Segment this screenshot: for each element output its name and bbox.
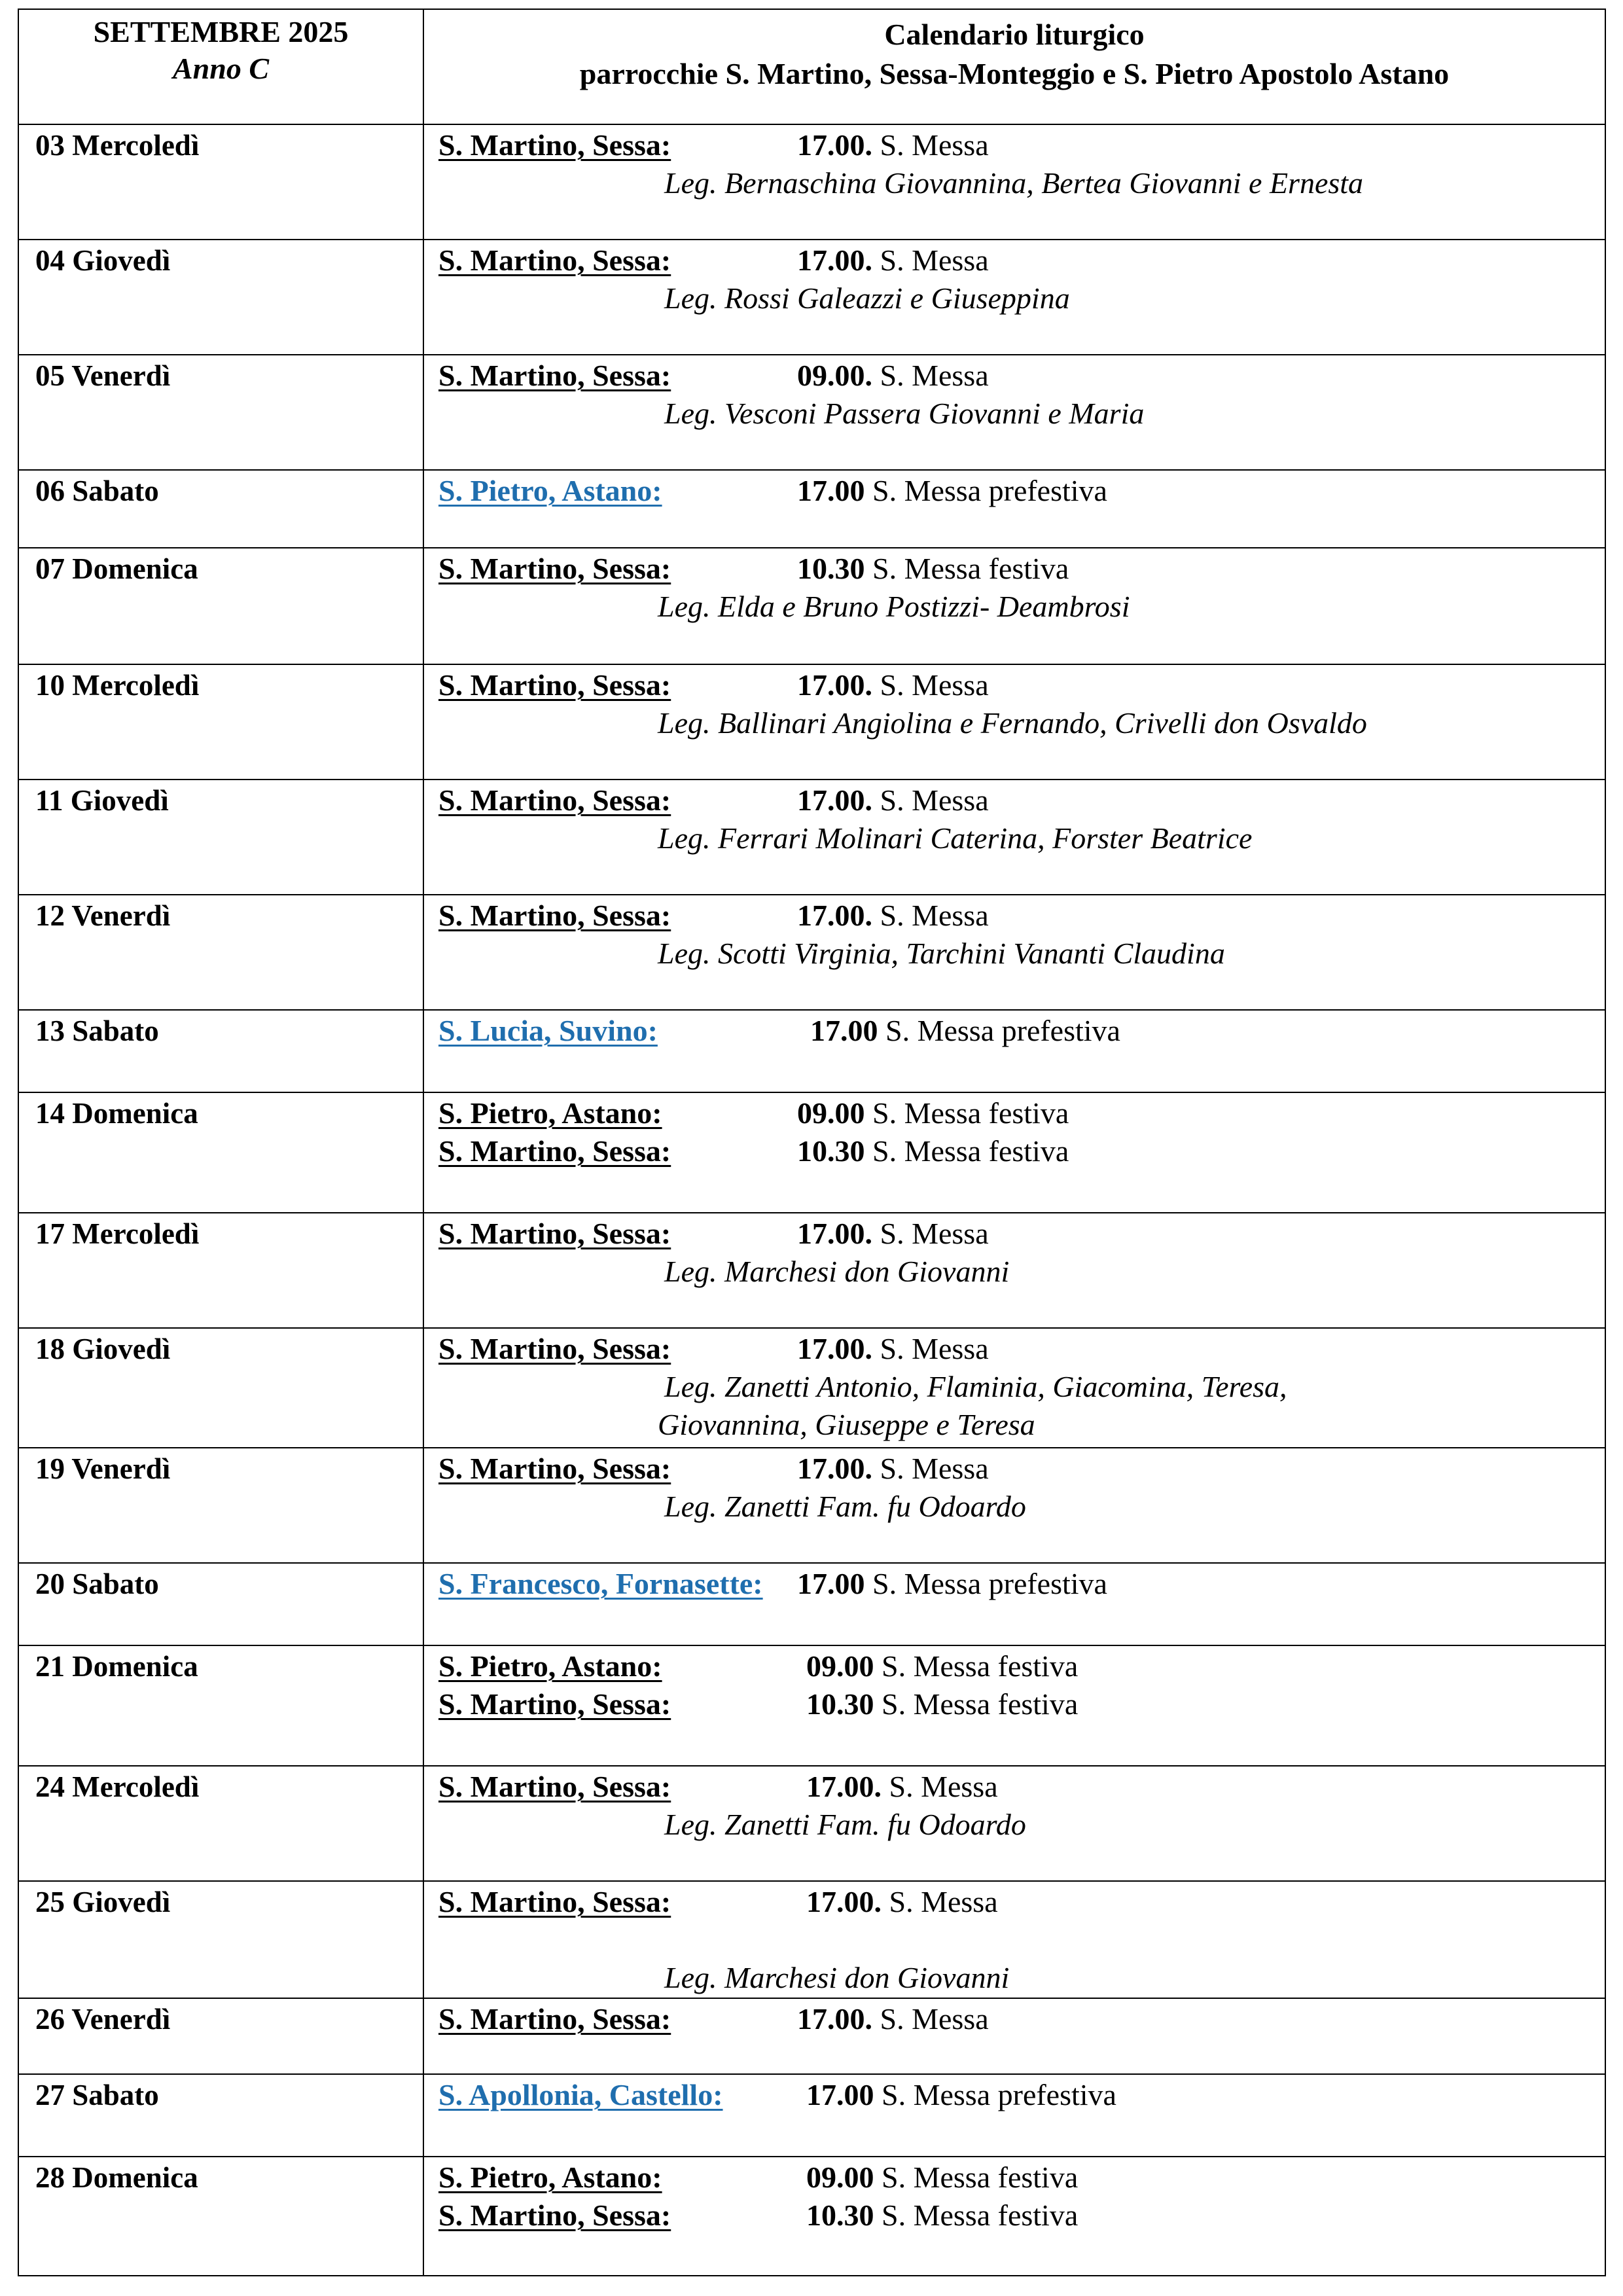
date-cell: 28 Domenica xyxy=(18,2157,423,2276)
date-cell: 19 Venerdì xyxy=(18,1448,423,1563)
location-label: S. Martino, Sessa: xyxy=(438,128,671,162)
service-time: 10.30 xyxy=(797,552,865,585)
date-cell: 17 Mercoledì xyxy=(18,1213,423,1328)
schedule-cell xyxy=(423,2074,1605,2157)
service-time: 17.00. xyxy=(797,668,872,702)
location-link[interactable]: S. Lucia, Suvino: xyxy=(438,1014,658,1047)
service-label: S. Messa xyxy=(872,783,989,817)
location-label: S. Martino, Sessa: xyxy=(438,1332,671,1365)
service-time: 17.00. xyxy=(797,1332,872,1365)
service-entry xyxy=(797,1215,989,1253)
location-label: S. Martino, Sessa: xyxy=(438,783,671,817)
service-label: S. Messa xyxy=(872,128,989,162)
service-time: 17.00. xyxy=(806,1770,882,1803)
table-row xyxy=(18,1563,1605,1645)
location-label: S. Martino, Sessa: xyxy=(438,243,671,277)
service-entry xyxy=(797,897,989,935)
table-row xyxy=(18,1328,1605,1448)
service-label: S. Messa festiva xyxy=(865,1096,1069,1130)
calendar-title: Calendario liturgico xyxy=(884,18,1145,51)
table-row xyxy=(18,548,1605,664)
date-cell: 14 Domenica xyxy=(18,1092,423,1213)
service-entry xyxy=(797,1330,989,1368)
service-entry xyxy=(797,2000,989,2038)
location-label: S. Pietro, Astano: xyxy=(438,1096,662,1130)
table-row xyxy=(18,124,1605,240)
schedule-cell xyxy=(423,1092,1605,1213)
service-entry xyxy=(797,357,989,395)
header-title-cell xyxy=(423,9,1605,124)
service-label: S. Messa festiva xyxy=(874,1649,1079,1683)
service-label: S. Messa xyxy=(872,359,989,392)
table-row xyxy=(18,895,1605,1010)
date-cell: 27 Sabato xyxy=(18,2074,423,2157)
location-label: S. Martino, Sessa: xyxy=(438,2198,671,2232)
schedule-cell xyxy=(423,240,1605,355)
schedule-cell xyxy=(423,1766,1605,1881)
parishes-subtitle: parrocchie S. Martino, Sessa-Monteggio e S. Pietro Apostolo Astano xyxy=(579,57,1450,90)
date-cell: 10 Mercoledì xyxy=(18,664,423,780)
month-title: SETTEMBRE 2025 xyxy=(93,15,349,48)
header-row xyxy=(18,9,1605,124)
service-time: 17.00 xyxy=(797,1567,865,1600)
location-label: S. Martino, Sessa: xyxy=(438,668,671,702)
table-row xyxy=(18,664,1605,780)
service-time: 10.30 xyxy=(806,1687,874,1721)
schedule-cell xyxy=(423,1010,1605,1092)
table-row xyxy=(18,1645,1605,1766)
legacy-note: Leg. Vesconi Passera Giovanni e Maria xyxy=(664,397,1145,430)
legacy-note: Leg. Scotti Virginia, Tarchini Vananti Claudina xyxy=(658,937,1225,970)
location-label: S. Martino, Sessa: xyxy=(438,359,671,392)
service-entry xyxy=(797,1565,1107,1603)
schedule-cell xyxy=(423,1563,1605,1645)
service-time: 10.30 xyxy=(797,1134,865,1168)
service-label: S. Messa xyxy=(872,1332,989,1365)
service-time: 17.00. xyxy=(797,2002,872,2036)
schedule-cell xyxy=(423,1645,1605,1766)
date-cell: 25 Giovedì xyxy=(18,1881,423,1998)
date-cell: 26 Venerdì xyxy=(18,1998,423,2074)
service-entry xyxy=(797,550,1069,588)
location-label: S. Martino, Sessa: xyxy=(438,1134,671,1168)
location-link[interactable]: S. Francesco, Fornasette: xyxy=(438,1567,763,1600)
location-link[interactable]: S. Apollonia, Castello: xyxy=(438,2078,723,2111)
legacy-note: Leg. Zanetti Fam. fu Odoardo xyxy=(664,1490,1026,1523)
location-label: S. Martino, Sessa: xyxy=(438,1217,671,1250)
service-entry xyxy=(797,1450,989,1488)
service-time: 17.00. xyxy=(797,128,872,162)
schedule-cell xyxy=(423,1998,1605,2074)
service-time: 09.00 xyxy=(806,1649,874,1683)
date-cell: 04 Giovedì xyxy=(18,240,423,355)
service-time: 17.00. xyxy=(806,1885,882,1918)
service-entry xyxy=(797,242,989,279)
location-label: S. Martino, Sessa: xyxy=(438,1687,671,1721)
table-row xyxy=(18,780,1605,895)
service-label: S. Messa festiva xyxy=(874,2198,1079,2232)
schedule-cell xyxy=(423,1881,1605,1998)
schedule-cell xyxy=(423,780,1605,895)
service-label: S. Messa festiva xyxy=(874,1687,1079,1721)
service-entry xyxy=(806,2197,1078,2234)
service-label: S. Messa festiva xyxy=(865,1134,1069,1168)
location-label: S. Martino, Sessa: xyxy=(438,2002,671,2036)
service-label: S. Messa festiva xyxy=(865,552,1069,585)
location-label: S. Martino, Sessa: xyxy=(438,552,671,585)
table-row xyxy=(18,1998,1605,2074)
service-time: 17.00. xyxy=(797,1217,872,1250)
service-label: S. Messa xyxy=(872,2002,989,2036)
legacy-note: Leg. Zanetti Fam. fu Odoardo xyxy=(664,1808,1026,1841)
legacy-note: Leg. Ballinari Angiolina e Fernando, Crivelli don Osvaldo xyxy=(658,706,1367,740)
service-label: S. Messa xyxy=(872,1452,989,1485)
schedule-cell xyxy=(423,124,1605,240)
year-cycle: Anno C xyxy=(172,52,270,85)
date-cell: 21 Domenica xyxy=(18,1645,423,1766)
table-row xyxy=(18,2157,1605,2276)
service-entry xyxy=(797,126,989,164)
service-entry xyxy=(797,666,989,704)
date-cell: 07 Domenica xyxy=(18,548,423,664)
service-time: 09.00. xyxy=(797,359,872,392)
table-row xyxy=(18,355,1605,470)
table-row xyxy=(18,470,1605,548)
service-time: 17.00. xyxy=(797,783,872,817)
service-entry xyxy=(806,2159,1078,2197)
date-cell: 11 Giovedì xyxy=(18,780,423,895)
service-entry xyxy=(797,1132,1069,1170)
date-cell: 24 Mercoledì xyxy=(18,1766,423,1881)
date-cell: 13 Sabato xyxy=(18,1010,423,1092)
service-time: 17.00. xyxy=(797,1452,872,1485)
date-cell: 12 Venerdì xyxy=(18,895,423,1010)
location-label: S. Martino, Sessa: xyxy=(438,1770,671,1803)
schedule-cell xyxy=(423,470,1605,548)
date-cell: 05 Venerdì xyxy=(18,355,423,470)
service-label: S. Messa xyxy=(872,243,989,277)
schedule-cell xyxy=(423,664,1605,780)
service-entry xyxy=(806,1883,998,1921)
service-time: 17.00 xyxy=(797,474,865,507)
table-row xyxy=(18,1448,1605,1563)
service-time: 10.30 xyxy=(806,2198,874,2232)
date-cell: 03 Mercoledì xyxy=(18,124,423,240)
service-time: 17.00. xyxy=(797,899,872,932)
service-time: 17.00 xyxy=(810,1014,878,1047)
legacy-note: Leg. Rossi Galeazzi e Giuseppina xyxy=(664,281,1070,315)
legacy-note: Leg. Zanetti Antonio, Flaminia, Giacomina, Teresa, xyxy=(664,1370,1287,1403)
service-time: 17.00. xyxy=(797,243,872,277)
legacy-note: Leg. Ferrari Molinari Caterina, Forster Beatrice xyxy=(658,821,1253,855)
service-entry xyxy=(797,1094,1069,1132)
location-label: S. Martino, Sessa: xyxy=(438,899,671,932)
service-label: S. Messa xyxy=(872,668,989,702)
service-label: S. Messa prefestiva xyxy=(865,1567,1107,1600)
location-label: S. Martino, Sessa: xyxy=(438,1452,671,1485)
location-label: S. Pietro, Astano: xyxy=(438,1649,662,1683)
schedule-cell xyxy=(423,548,1605,664)
schedule-cell xyxy=(423,355,1605,470)
service-entry xyxy=(806,1768,998,1806)
service-time: 09.00 xyxy=(806,2161,874,2194)
schedule-cell xyxy=(423,2157,1605,2276)
service-label: S. Messa prefestiva xyxy=(874,2078,1116,2111)
liturgical-calendar-table xyxy=(18,9,1606,2276)
service-label: S. Messa xyxy=(872,1217,989,1250)
service-entry xyxy=(797,781,989,819)
legacy-note: Leg. Marchesi don Giovanni xyxy=(664,1961,1010,1994)
service-entry xyxy=(806,1685,1078,1723)
date-cell: 06 Sabato xyxy=(18,470,423,548)
service-label: S. Messa xyxy=(882,1770,998,1803)
table-row xyxy=(18,2074,1605,2157)
date-cell: 20 Sabato xyxy=(18,1563,423,1645)
legacy-note: Leg. Bernaschina Giovannina, Bertea Giovanni e Ernesta xyxy=(664,166,1364,200)
service-label: S. Messa festiva xyxy=(874,2161,1079,2194)
date-cell: 18 Giovedì xyxy=(18,1328,423,1448)
service-time: 09.00 xyxy=(797,1096,865,1130)
table-row xyxy=(18,1010,1605,1092)
service-label: S. Messa prefestiva xyxy=(878,1014,1120,1047)
table-row xyxy=(18,1092,1605,1213)
header-date-cell xyxy=(18,9,423,124)
service-label: S. Messa prefestiva xyxy=(865,474,1107,507)
table-row xyxy=(18,1766,1605,1881)
service-entry xyxy=(806,2076,1116,2114)
table-row xyxy=(18,1213,1605,1328)
legacy-note-continued: Giovannina, Giuseppe e Teresa xyxy=(658,1408,1035,1441)
location-label: S. Martino, Sessa: xyxy=(438,1885,671,1918)
location-label: S. Pietro, Astano: xyxy=(438,2161,662,2194)
table-row xyxy=(18,240,1605,355)
service-label: S. Messa xyxy=(882,1885,998,1918)
schedule-cell xyxy=(423,1328,1605,1448)
table-row xyxy=(18,1881,1605,1998)
schedule-cell xyxy=(423,895,1605,1010)
legacy-note: Leg. Marchesi don Giovanni xyxy=(664,1255,1010,1288)
service-entry xyxy=(797,472,1107,510)
service-time: 17.00 xyxy=(806,2078,874,2111)
schedule-cell xyxy=(423,1213,1605,1328)
location-link[interactable]: S. Pietro, Astano: xyxy=(438,474,662,507)
service-entry xyxy=(806,1647,1078,1685)
service-label: S. Messa xyxy=(872,899,989,932)
schedule-cell xyxy=(423,1448,1605,1563)
legacy-note: Leg. Elda e Bruno Postizzi- Deambrosi xyxy=(658,590,1130,623)
service-entry xyxy=(810,1012,1120,1050)
